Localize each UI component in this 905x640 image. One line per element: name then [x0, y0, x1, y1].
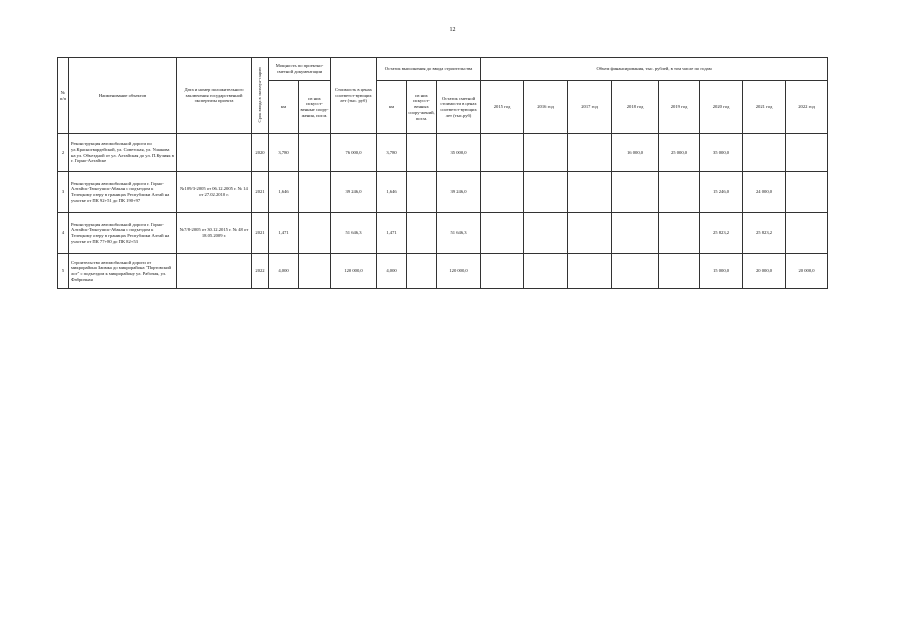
row-y2018: 16 000,0 [612, 134, 659, 172]
header-year-2017: 2017 год [568, 81, 612, 134]
row-rem-km: 4,000 [377, 254, 407, 289]
row-y2020: 15 246,0 [700, 172, 743, 213]
row-y2021: 24 000,0 [743, 172, 786, 213]
header-cost: Стоимость в ценах соответст-вующих лет (тыс. руб) [331, 58, 377, 134]
header-remaining-cost: Остаток сметной стоимости в ценах соответст-вующих лет (тыс.руб) [437, 81, 481, 134]
row-no: 4 [58, 213, 69, 254]
row-y2016 [524, 134, 568, 172]
header-capacity-km: км [269, 81, 299, 134]
header-year-2016: 2016 год [524, 81, 568, 134]
row-cost: 51 646,3 [331, 213, 377, 254]
row-y2020: 35 000,0 [700, 134, 743, 172]
header-year-2015: 2015 год [481, 81, 524, 134]
row-km: 3,780 [269, 134, 299, 172]
row-y2018 [612, 213, 659, 254]
row-cost: 39 246,0 [331, 172, 377, 213]
row-y2020: 15 000,0 [700, 254, 743, 289]
row-y2020: 25 823,2 [700, 213, 743, 254]
row-y2018 [612, 254, 659, 289]
row-y2022 [786, 172, 828, 213]
header-capacity-structures: из них искусст-венные соору-жения, пог.м. [299, 81, 331, 134]
row-structures [299, 213, 331, 254]
row-y2019 [659, 254, 700, 289]
row-y2017 [568, 134, 612, 172]
row-expertise [177, 134, 252, 172]
header-no: № п/п [58, 58, 69, 134]
header-expertise: Дата и номер положительного заключения государственной экспертизы проекта [177, 58, 252, 134]
row-y2015 [481, 134, 524, 172]
row-rem-cost: 35 000,0 [437, 134, 481, 172]
header-capacity-group: Мощность по проектно-сметной документации [269, 58, 331, 81]
row-cost: 76 000,0 [331, 134, 377, 172]
row-y2016 [524, 172, 568, 213]
row-y2017 [568, 254, 612, 289]
header-name: Наименование объектов [69, 58, 177, 134]
row-y2015 [481, 213, 524, 254]
row-name: Реконструкция автомобильной дороги г. Горно-Алтайск-Тюнгушск-Абакан с подъездом к Телецкому озеру в границах Республики Алтай на участке от ПК 92+51 до ПК 190+97 [69, 172, 177, 213]
row-y2019 [659, 172, 700, 213]
header-year-2018: 2018 год [612, 81, 659, 134]
header-year-2021: 2021 год [743, 81, 786, 134]
row-cost: 120 000,0 [331, 254, 377, 289]
header-remaining-structures: из них искусст-венных соору-жений, пог.м. [407, 81, 437, 134]
row-name: Реконструкция автомобильной дороги г. Горно-Алтайск-Тюнгушск-Абакан с подъездом к Телецкому озеру в границах Республики Алтай на участке от ПК 77+80 до ПК 82+53 [69, 213, 177, 254]
row-km: 1,471 [269, 213, 299, 254]
row-no: 3 [58, 172, 69, 213]
header-remaining-group: Остаток выполнения до ввода строительства [377, 58, 481, 81]
row-structures [299, 254, 331, 289]
row-y2022 [786, 134, 828, 172]
row-km: 4,000 [269, 254, 299, 289]
row-y2018 [612, 172, 659, 213]
header-year-2019: 2019 год [659, 81, 700, 134]
row-y2017 [568, 213, 612, 254]
row-rem-structures [407, 134, 437, 172]
row-rem-km: 3,780 [377, 134, 407, 172]
financing-table [57, 57, 828, 289]
table-row [58, 254, 828, 289]
row-rem-structures [407, 254, 437, 289]
row-y2016 [524, 254, 568, 289]
table-row [58, 134, 828, 172]
row-rem-cost: 39 246,0 [437, 172, 481, 213]
row-rem-km: 1,646 [377, 172, 407, 213]
row-term: 2021 [252, 213, 269, 254]
table-row [58, 213, 828, 254]
row-term: 2021 [252, 172, 269, 213]
header-year-2022: 2022 год [786, 81, 828, 134]
header-remaining-km: км [377, 81, 407, 134]
page-number: 12 [449, 27, 456, 33]
row-rem-cost: 51 646,3 [437, 213, 481, 254]
row-rem-cost: 120 000,0 [437, 254, 481, 289]
header-financing-group: Объем финансирования, тыс. рублей, в том числе по годам [481, 58, 828, 81]
row-y2015 [481, 172, 524, 213]
header-year-2020: 2020 год [700, 81, 743, 134]
row-y2019 [659, 213, 700, 254]
row-rem-structures [407, 213, 437, 254]
row-y2021 [743, 134, 786, 172]
row-y2022 [786, 213, 828, 254]
row-name: Строительство автомобильной дороги от микрорайона Заимка до микрорайона "Портовский лог" с подъездом к микрорайону ул. Рабочая, ул. Фабричная [69, 254, 177, 289]
header-term [252, 58, 269, 134]
row-name: Реконструкция автомобильной дороги по ул.Красногвардейской, ул. Советская, ул. Ушакова на ул. Объездной от ул. Алтайская до ул. П.Кучияк в г. Горно-Алтайске [69, 134, 177, 172]
row-structures [299, 134, 331, 172]
row-y2019: 25 000,0 [659, 134, 700, 172]
row-km: 1,646 [269, 172, 299, 213]
row-expertise [177, 254, 252, 289]
table-row [58, 172, 828, 213]
row-term: 2022 [252, 254, 269, 289]
row-y2015 [481, 254, 524, 289]
row-y2017 [568, 172, 612, 213]
header-term-label: Срок ввода в эксплуа-тацию [257, 66, 263, 123]
row-structures [299, 172, 331, 213]
row-y2022: 20 000,0 [786, 254, 828, 289]
row-y2021: 25 823,2 [743, 213, 786, 254]
row-no: 5 [58, 254, 69, 289]
row-y2021: 20 000,0 [743, 254, 786, 289]
row-rem-km: 1,471 [377, 213, 407, 254]
row-term: 2020 [252, 134, 269, 172]
row-y2016 [524, 213, 568, 254]
row-expertise: №7/8-2005 от 30.12.2015 г. № 48 от 18.05.2009 г. [177, 213, 252, 254]
row-rem-structures [407, 172, 437, 213]
row-no: 2 [58, 134, 69, 172]
row-expertise: №109/3-2005 от 06.12.2005 г. № 14 от 27.02.2010 г. [177, 172, 252, 213]
